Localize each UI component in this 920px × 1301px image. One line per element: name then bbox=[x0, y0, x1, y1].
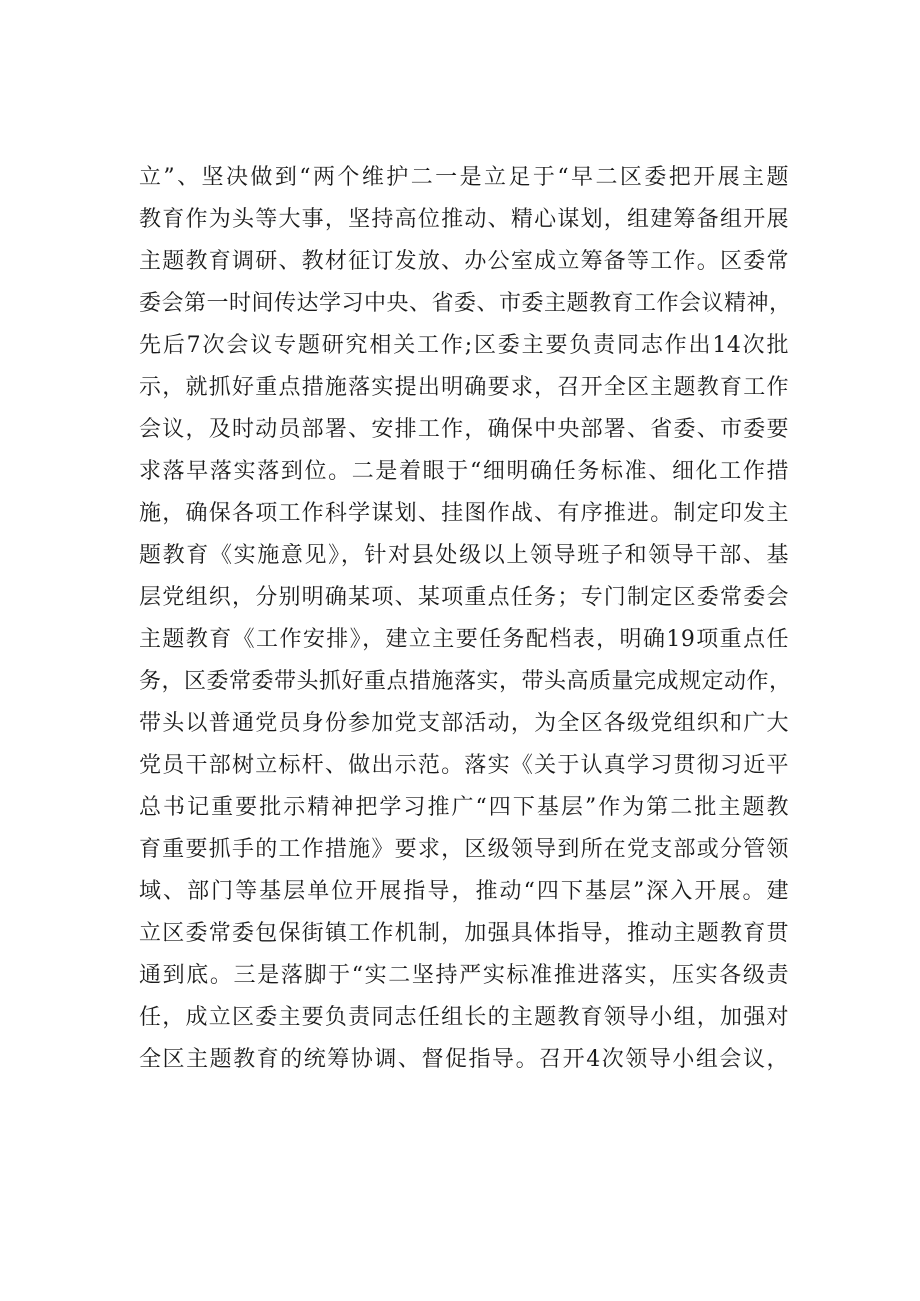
text-line: 施，确保各项工作科学谋划、挂图作战、有序推进。制定印发主 bbox=[139, 501, 789, 526]
text-line: 带头以普通党员身份参加党支部活动，为全区各级党组织和广大 bbox=[139, 711, 789, 736]
text-line: 育重要抓手的工作措施》要求，区级领导到所在党支部或分管领 bbox=[139, 837, 789, 862]
text-line: 主题教育调研、教材征订发放、办公室成立筹备等工作。区委常 bbox=[139, 249, 789, 274]
text-line: 委会第一时间传达学习中央、省委、市委主题教育工作会议精神， bbox=[139, 291, 792, 316]
text-line: 通到底。三是落脚于“实二坚持严实标准推进落实，压实各级责 bbox=[139, 963, 789, 988]
text-line: 主题教育《工作安排》，建立主要任务配档表，明确19项重点任 bbox=[139, 627, 789, 652]
text-line: 立”、坚决做到“两个维护二一是立足于“早二区委把开展主题 bbox=[139, 165, 789, 190]
text-line: 总书记重要批示精神把学习推广“四下基层”作为第二批主题教 bbox=[139, 795, 789, 820]
text-line: 会议，及时动员部署、安排工作，确保中央部署、省委、市委要 bbox=[139, 417, 789, 442]
text-line: 示，就抓好重点措施落实提出明确要求，召开全区主题教育工作 bbox=[139, 375, 789, 400]
body-text bbox=[139, 157, 792, 1081]
text-line: 先后7次会议专题研究相关工作;区委主要负责同志作出14次批 bbox=[139, 333, 789, 358]
text-line: 层党组织，分别明确某项、某项重点任务；专门制定区委常委会 bbox=[139, 585, 789, 610]
text-line: 任，成立区委主要负责同志任组长的主题教育领导小组，加强对 bbox=[139, 1005, 789, 1030]
text-line: 题教育《实施意见》，针对县处级以上领导班子和领导干部、基 bbox=[139, 543, 789, 568]
text-line: 全区主题教育的统筹协调、督促指导。召开4次领导小组会议， bbox=[139, 1047, 789, 1072]
text-line: 党员干部树立标杆、做出示范。落实《关于认真学习贯彻习近平 bbox=[139, 753, 789, 778]
text-line: 务，区委常委带头抓好重点措施落实，带头高质量完成规定动作， bbox=[139, 669, 792, 694]
text-line: 立区委常委包保街镇工作机制，加强具体指导，推动主题教育贯 bbox=[139, 921, 789, 946]
text-line: 教育作为头等大事，坚持高位推动、精心谋划，组建筹备组开展 bbox=[139, 207, 789, 232]
text-line: 域、部门等基层单位开展指导，推动“四下基层”深入开展。建 bbox=[139, 879, 789, 904]
text-line: 求落早落实落到位。二是着眼于“细明确任务标准、细化工作措 bbox=[139, 459, 789, 484]
